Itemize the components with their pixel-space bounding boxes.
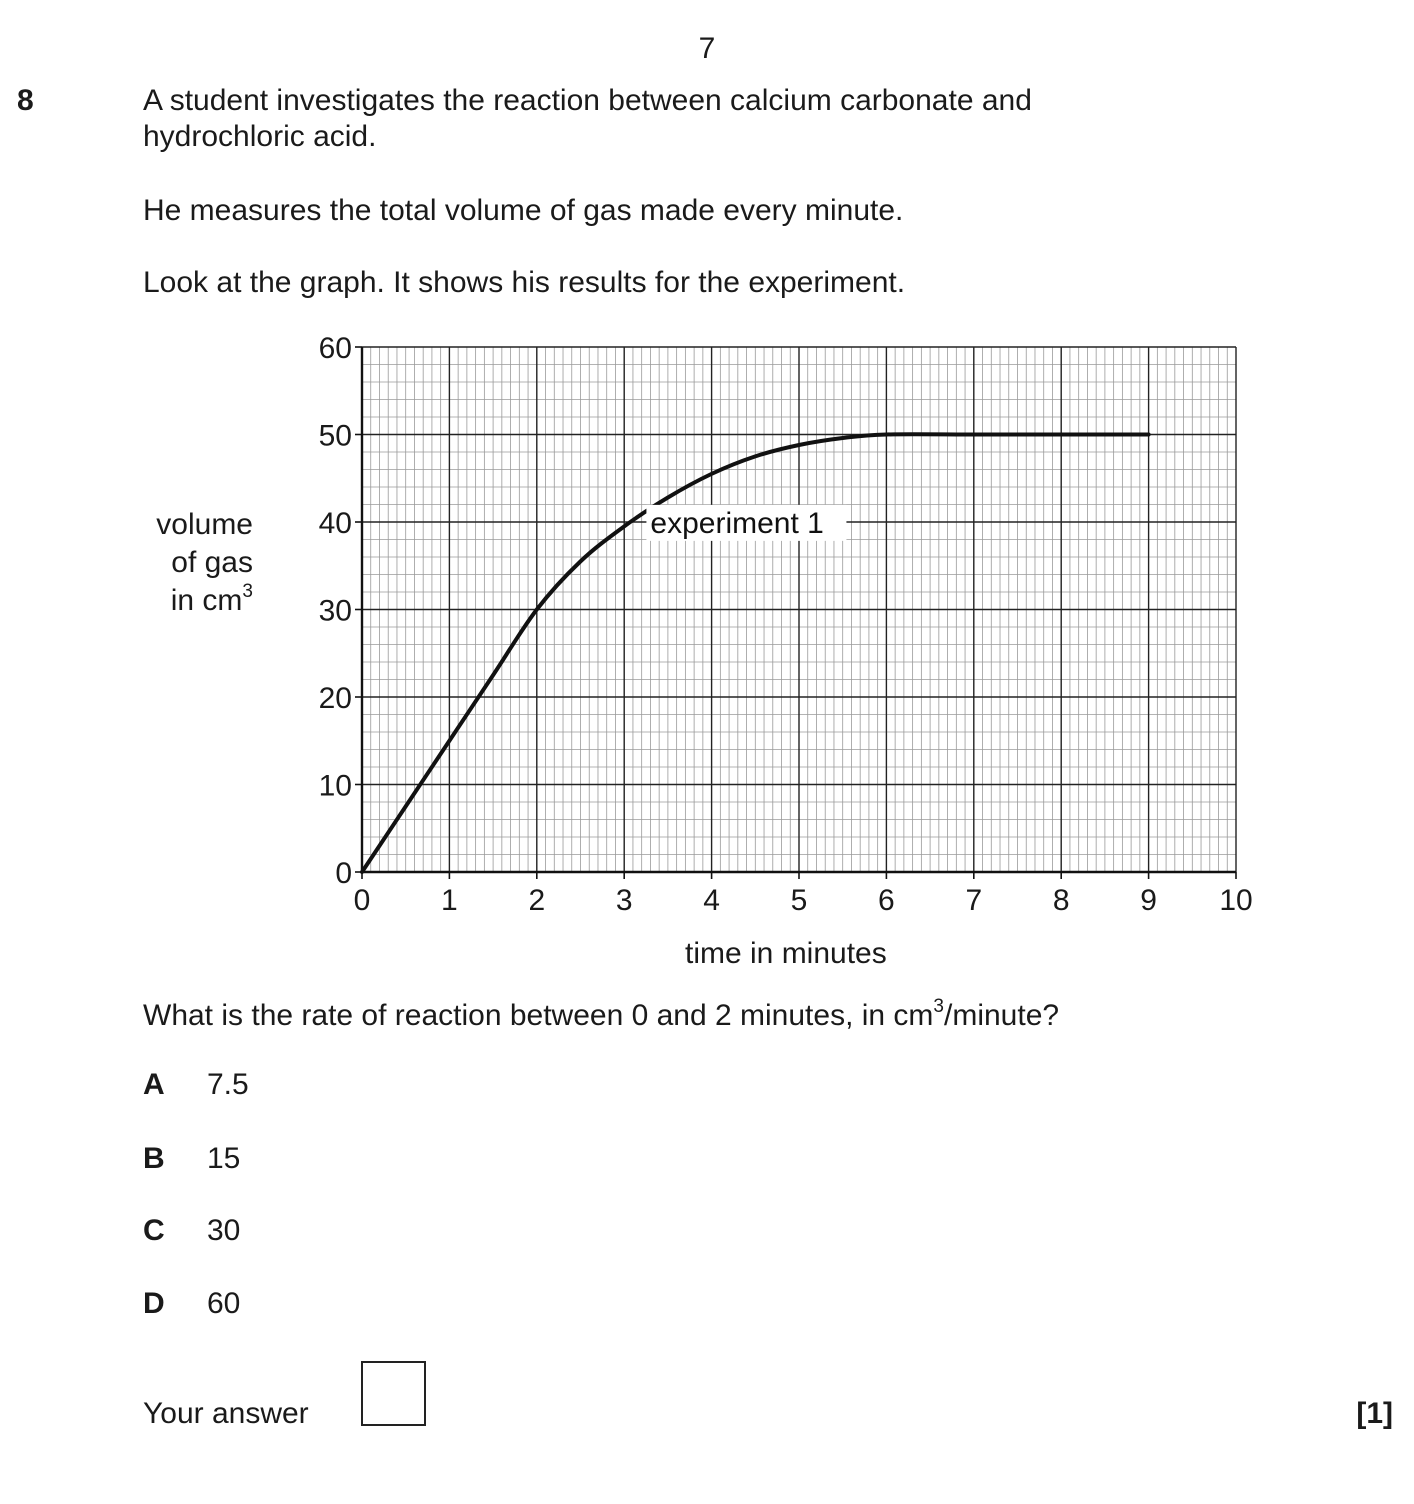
y-tick-label: 0 [335,857,352,890]
answer-label: Your answer [143,1397,309,1430]
option-letter-a: A [143,1068,165,1101]
answer-box[interactable] [361,1361,426,1426]
x-tick-label: 9 [1140,884,1157,917]
question-text-main: What is the rate of reaction between 0 and 2 minutes, in cm [143,999,934,1032]
y-axis-label-line-2: of gas [171,546,253,579]
x-tick-label: 2 [528,884,546,917]
x-tick-label: 3 [615,884,633,917]
x-tick-label: 10 [1219,884,1253,917]
y-axis-label-line-3: in cm [170,584,243,617]
measurement-paragraph: He measures the total volume of gas made every minute. [143,194,904,227]
question-text-end: /minute? [944,999,1060,1032]
option-letter-d: D [143,1287,165,1320]
option-value-d: 60 [207,1287,241,1320]
option-letter-b: B [143,1142,165,1175]
y-tick-label: 30 [318,594,352,628]
x-tick-label: 8 [1052,884,1070,917]
graph-instruction: Look at the graph. It shows his results for the experiment. [143,266,906,299]
page-number: 7 [698,32,716,65]
question-intro [143,83,1032,155]
y-tick-label: 50 [318,419,352,453]
y-axis-label-superscript: 3 [242,581,253,602]
y-tick-label: 60 [318,332,352,365]
x-tick-label: 4 [703,884,720,917]
question-superscript: 3 [933,996,944,1017]
intro-line-2: hydrochloric acid. [143,120,377,153]
x-tick-label: 7 [965,884,983,917]
option-value-a: 7.5 [207,1068,249,1101]
x-axis-label: time in minutes [685,937,887,970]
question-number: 8 [17,84,34,117]
option-value-b: 15 [207,1142,241,1175]
x-tick-label: 5 [790,884,808,917]
ticks [319,332,1253,917]
x-tick-label: 0 [353,884,371,917]
question-text [143,998,1059,1034]
x-tick-label: 6 [878,884,895,917]
x-tick-label: 1 [441,884,458,917]
y-axis-label-line-1: volume [156,508,253,541]
option-letter-c: C [143,1214,165,1247]
series-annotation-experiment-1: experiment 1 [650,506,824,540]
volume-time-graph [130,325,1270,925]
y-tick-label: 10 [318,769,352,803]
option-value-c: 30 [207,1214,241,1247]
annotation-layer [646,505,846,541]
marks: [1] [1356,1397,1393,1430]
intro-line-1: A student investigates the reaction between calcium carbonate and [143,84,1032,117]
y-tick-label: 20 [318,682,352,715]
y-tick-label: 40 [318,507,352,540]
